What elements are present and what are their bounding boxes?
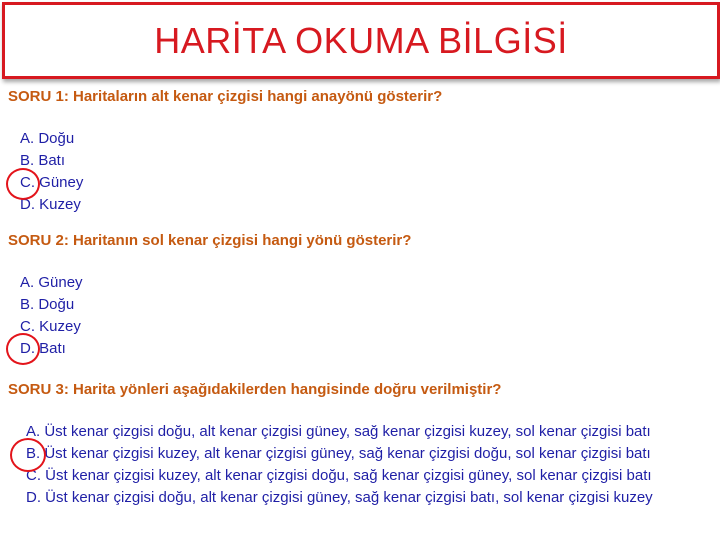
question-3-option-a: A. Üst kenar çizgisi doğu, alt kenar çizgisi güney, sağ kenar çizgisi kuzey, sol kenar çizgisi batı <box>26 423 651 440</box>
question-3-text: SORU 3: Harita yönleri aşağıdakilerden hangisinde doğru verilmiştir? <box>8 381 502 398</box>
question-1-option-b: B. Batı <box>20 152 66 169</box>
question-1-option-a: A. Doğu <box>20 130 75 147</box>
question-3-option-d: D. Üst kenar çizgisi doğu, alt kenar çizgisi güney, sağ kenar çizgisi batı, sol kenar çizgisi kuzey <box>26 489 653 506</box>
question-1-option-d: D. Kuzey <box>20 196 81 213</box>
question-2-option-d: D. Batı <box>20 340 66 357</box>
answer-circle-q1 <box>6 168 40 200</box>
question-2-option-c: C. Kuzey <box>20 318 81 335</box>
question-1-option-c: C. Güney <box>20 174 84 191</box>
question-2-text: SORU 2: Haritanın sol kenar çizgisi hangi yönü gösterir? <box>8 232 412 249</box>
question-3-option-c: C. Üst kenar çizgisi kuzey, alt kenar çizgisi doğu, sağ kenar çizgisi güney, sol kenar çizgisi batı <box>26 467 652 484</box>
question-3-option-b: B. Üst kenar çizgisi kuzey, alt kenar çizgisi güney, sağ kenar çizgisi doğu, sol kenar çizgisi batı <box>26 445 651 462</box>
title-box <box>2 2 720 79</box>
answer-circle-q2 <box>6 333 40 365</box>
answer-circle-q3 <box>10 438 46 472</box>
question-1-text: SORU 1: Haritaların alt kenar çizgisi hangi anayönü gösterir? <box>8 88 443 105</box>
question-2-option-b: B. Doğu <box>20 296 75 313</box>
page-title: HARİTA OKUMA BİLGİSİ <box>154 19 568 61</box>
question-2-option-a: A. Güney <box>20 274 83 291</box>
